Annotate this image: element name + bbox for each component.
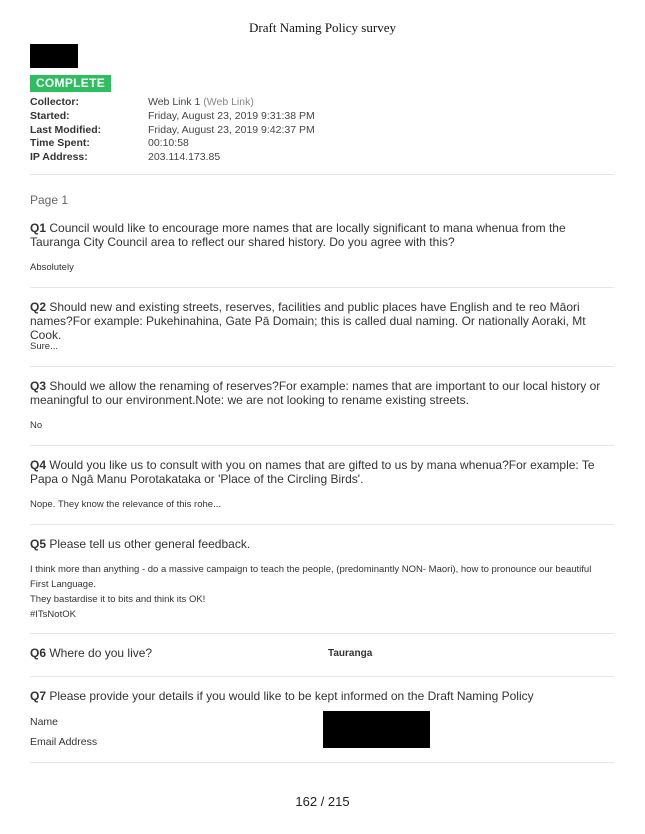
answer-6: Tauranga — [328, 648, 373, 659]
question-2 — [30, 300, 614, 342]
meta-row-time-spent — [30, 137, 315, 151]
question-text: Would you like us to consult with you on names that are gifted to us by mana whenua?For example: Te Papa o Ngā Manu Porotakataka or 'Place of the Circling Birds'. — [30, 458, 595, 486]
meta-label: Started: — [30, 109, 70, 122]
meta-label: IP Address: — [30, 151, 88, 164]
question-text: Please provide your details if you would like to be kept informed on the Draft Naming Policy — [49, 689, 534, 703]
meta-row-started — [30, 110, 315, 124]
answer-2: Sure... — [30, 341, 58, 352]
question-1 — [30, 221, 614, 249]
divider — [30, 762, 614, 763]
question-5 — [30, 537, 614, 551]
redacted-details — [323, 711, 430, 748]
answer-line: I think more than anything - do a massive campaign to teach the people, (predominantly NON- Maori), how to pronounce our beautiful — [30, 564, 592, 575]
response-metadata — [30, 96, 315, 165]
question-4 — [30, 458, 614, 486]
divider — [30, 287, 614, 288]
meta-row-collector — [30, 96, 315, 110]
field-label-name: Name — [30, 716, 59, 728]
status-badge: COMPLETE — [30, 75, 111, 92]
meta-label: Collector: — [30, 96, 80, 108]
answer-1: Absolutely — [30, 262, 74, 273]
divider — [30, 366, 614, 367]
answer-3: No — [30, 420, 43, 431]
question-text: Council would like to encourage more names that are locally significant to mana whenua from the Tauranga City Council area to reflect our shared history. Do you agree with this? — [30, 221, 566, 249]
question-text: Should we allow the renaming of reserves?For example: names that are important to our local history or meaningful to our environment.Note: we are not looking to rename existing streets. — [30, 379, 601, 407]
divider — [30, 524, 614, 525]
question-number: Q6 — [30, 646, 47, 660]
question-3 — [30, 379, 614, 407]
divider — [30, 445, 614, 446]
meta-sub: (Web Link) — [203, 96, 254, 108]
question-text: Please tell us other general feedback. — [49, 537, 251, 551]
meta-label: Time Spent: — [30, 137, 90, 150]
meta-value: 203.114.173.85 — [148, 151, 221, 164]
question-6 — [30, 646, 614, 660]
page-number: 162 / 215 — [295, 794, 350, 809]
answer-line: First Language. — [30, 579, 97, 590]
meta-label: Last Modified: — [30, 123, 102, 136]
answer-line: They bastardise it to bits and think its OK! — [30, 594, 206, 605]
meta-value: Web Link 1 — [148, 96, 201, 108]
field-label-email: Email Address — [30, 736, 98, 748]
question-number: Q4 — [30, 458, 47, 472]
meta-value: Friday, August 23, 2019 9:31:38 PM — [148, 109, 315, 122]
question-text: Should new and existing streets, reserves, facilities and public places have English and te reo Māori names?For example: Pukehinahina, Gate Pā Domain; this is called dual naming. Or nationally Aoraki, Mt Cook. — [30, 300, 586, 342]
divider — [30, 174, 614, 175]
document-title: Draft Naming Policy survey — [249, 20, 396, 35]
answer-5 — [30, 562, 614, 622]
question-7 — [30, 689, 614, 703]
answer-4: Nope. They know the relevance of this rohe... — [30, 499, 221, 510]
answer-line: #ITsNotOK — [30, 609, 76, 620]
question-number: Q7 — [30, 689, 47, 703]
page-label: Page 1 — [30, 193, 69, 207]
meta-value: 00:10:58 — [148, 137, 189, 150]
question-text: Where do you live? — [49, 646, 153, 660]
question-number: Q3 — [30, 379, 47, 393]
meta-row-ip-address — [30, 151, 315, 165]
redacted-logo — [30, 44, 78, 68]
divider — [30, 676, 614, 677]
question-number: Q2 — [30, 300, 47, 314]
meta-row-last-modified — [30, 124, 315, 138]
question-number: Q5 — [30, 537, 47, 551]
divider — [30, 633, 614, 634]
question-number: Q1 — [30, 221, 47, 235]
meta-value: Friday, August 23, 2019 9:42:37 PM — [148, 123, 315, 136]
